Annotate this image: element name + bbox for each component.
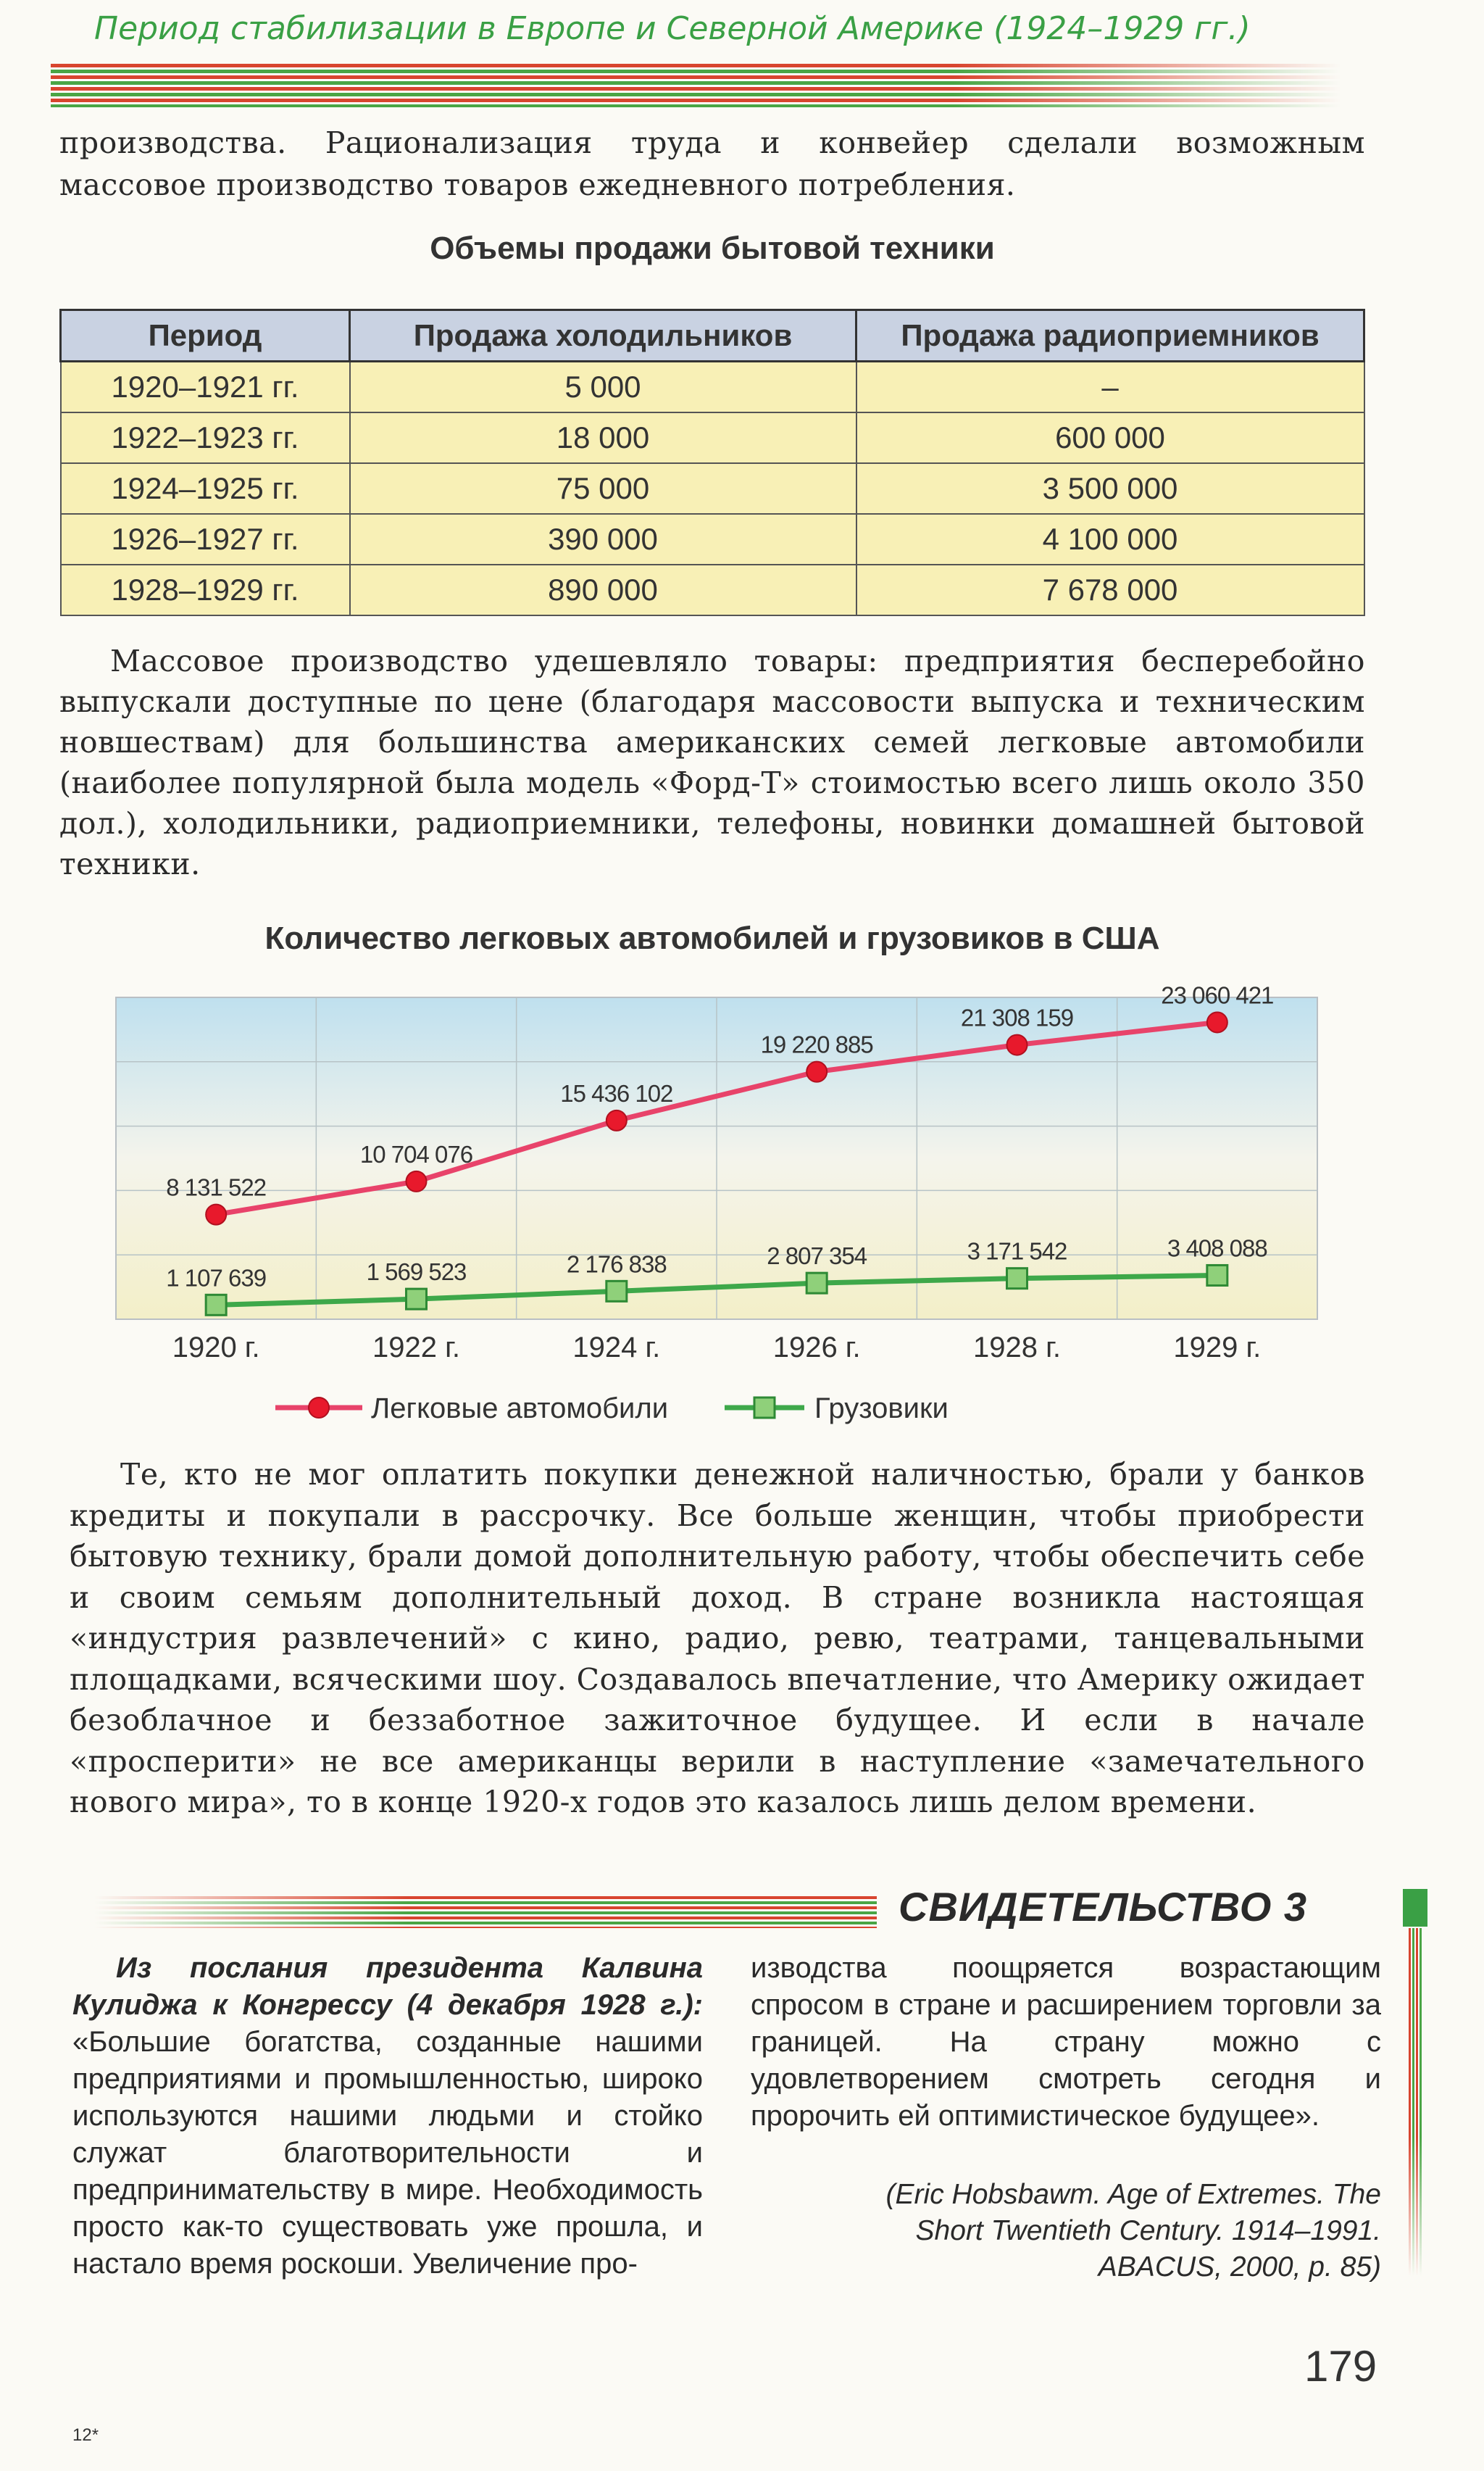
trucks-data-label: 1 107 639 — [166, 1264, 267, 1292]
paragraph-credit-and-entertainment: Те, кто не мог оплатить покупки денежной наличностью, брали у банков кредиты и покупали в рассрочку. Все больше женщин, чтобы приобрести бытовую технику, брали домой дополнительную работу, чтобы обеспечить себе и своим семьям дополнительный доход. В стране возникла настоящая «индустрия развлечений» с кино, радио, ревю, театрами, танцевальными площадками, всяческими шоу. Создавалось впечатление, что Америку ожидает безоблачное и беззаботное зажиточное будущее. И если в начале «просперити» не все американцы верили в наступление «замечательного нового мира», то в конце 1920-х годов это казалось лишь делом времени. — [70, 1457, 1365, 1819]
trucks-point — [1207, 1265, 1227, 1285]
table-cell-fridges: 75 000 — [350, 463, 856, 514]
cars-data-label: 19 220 885 — [760, 1031, 873, 1058]
printer-signature-mark: 12* — [72, 2425, 99, 2445]
x-axis-ticks — [172, 1332, 1262, 1363]
evidence-quote-part-2: изводства поощряется возрастающим спросом в стране и расширением торговли за границей. На страну можно с удовлетворением смотреть сегодня и пророчить ей оптимистическое будущее». — [751, 1952, 1381, 2132]
trucks-point — [806, 1273, 827, 1293]
chart-legend — [275, 1392, 949, 1424]
trucks-point — [606, 1281, 627, 1301]
table-row — [61, 565, 1364, 615]
x-tick-label: 1929 г. — [1173, 1332, 1262, 1363]
legend-trucks-marker — [754, 1398, 775, 1418]
header-decorative-stripes — [51, 64, 1341, 107]
evidence-column-right — [751, 1950, 1381, 2135]
table-cell-period: 1924–1925 гг. — [61, 463, 350, 514]
column-header-fridges: Продажа холодильников — [350, 310, 856, 362]
vehicles-line-chart — [0, 986, 1484, 1435]
table-cell-fridges: 390 000 — [350, 514, 856, 565]
table-cell-radios: – — [856, 362, 1364, 413]
cars-point — [206, 1205, 226, 1225]
table-row — [61, 514, 1364, 565]
table-cell-radios: 4 100 000 — [856, 514, 1364, 565]
trucks-data-label: 2 176 838 — [566, 1250, 667, 1278]
table-cell-period: 1926–1927 гг. — [61, 514, 350, 565]
page-number: 179 — [1304, 2342, 1377, 2391]
table-cell-fridges: 890 000 — [350, 565, 856, 615]
cars-data-label: 8 131 522 — [166, 1174, 267, 1201]
cars-point — [1007, 1035, 1027, 1055]
intro-line-1: производства. Рационализация труда и конвейер сделали возможным — [59, 125, 1365, 160]
legend-cars-marker — [309, 1398, 329, 1418]
table-title: Объемы продажи бытовой техники — [430, 231, 995, 266]
evidence-side-marker — [1403, 1889, 1427, 1927]
evidence-side-stripes — [1409, 1928, 1422, 2276]
trucks-data-label: 3 408 088 — [1167, 1234, 1267, 1262]
table-cell-fridges: 18 000 — [350, 412, 856, 463]
cars-data-label: 15 436 102 — [560, 1079, 673, 1107]
table-cell-period: 1920–1921 гг. — [61, 362, 350, 413]
cars-point — [806, 1062, 827, 1082]
evidence-source-line-2: Short Twentieth Century. 1914–1991. — [915, 2215, 1381, 2246]
table-row — [61, 463, 1364, 514]
x-tick-label: 1922 г. — [372, 1332, 460, 1363]
table-cell-period: 1922–1923 гг. — [61, 412, 350, 463]
x-tick-label: 1920 г. — [172, 1332, 260, 1363]
evidence-heading: СВИДЕТЕЛЬСТВО 3 — [899, 1884, 1308, 1930]
cars-point — [606, 1110, 627, 1131]
evidence-column-left — [72, 1950, 703, 2283]
table-cell-radios: 600 000 — [856, 412, 1364, 463]
evidence-quote-part-1: «Большие богатства, созданные нашими предприятиями и промышленностью, широко используются нашими людьми и стойко служат благотворительности и предпринимательству в мире. Необходимость просто как-то существовать уже прошла, и настало время роскоши. Увеличение про- — [72, 2026, 703, 2280]
evidence-decorative-stripes — [94, 1896, 877, 1928]
table-row — [61, 362, 1364, 413]
cars-data-label: 10 704 076 — [359, 1140, 473, 1168]
table-cell-radios: 3 500 000 — [856, 463, 1364, 514]
running-header: Период стабилизации в Европе и Северной Америке (1924–1929 гг.) — [94, 10, 1251, 47]
trucks-data-label: 1 569 523 — [366, 1258, 467, 1286]
trucks-data-label: 2 807 354 — [767, 1242, 867, 1270]
sales-table — [59, 309, 1365, 616]
legend-trucks-label: Грузовики — [814, 1392, 949, 1424]
intro-line-2: массовое производство товаров ежедневного потребления. — [59, 167, 1016, 202]
table-header-row — [61, 310, 1364, 362]
x-tick-label: 1926 г. — [772, 1332, 861, 1363]
cars-data-label: 23 060 421 — [1161, 986, 1274, 1009]
table-row — [61, 412, 1364, 463]
evidence-lead — [72, 1950, 703, 2283]
trucks-point — [1007, 1268, 1027, 1289]
evidence-source-line-1: (Eric Hobsbawm. Age of Extremes. The — [885, 2179, 1381, 2210]
trucks-data-label: 3 171 542 — [967, 1237, 1067, 1265]
column-header-radios: Продажа радиоприемников — [856, 310, 1364, 362]
cars-point — [407, 1171, 427, 1192]
paragraph-mass-production: Массовое производство удешевляло товары: предприятия бесперебойно выпускали доступные по цене (благодаря массовости выпуска и техническим новшествам) для большинства американских семей легковые автомобили (наиболее популярной была модель «Форд-Т» стоимостью всего лишь около 350 дол.), холодильники, радиоприемники, телефоны, новинки домашней бытовой техники. — [59, 644, 1365, 881]
chart-title: Количество легковых автомобилей и грузовиков в США — [264, 921, 1160, 956]
trucks-point — [206, 1295, 226, 1315]
evidence-lead-text: Из послания президента Калвина Кулиджа к Конгрессу (4 декабря 1928 г.): — [72, 1952, 703, 2021]
table-cell-fridges: 5 000 — [350, 362, 856, 413]
table-cell-radios: 7 678 000 — [856, 565, 1364, 615]
legend-cars-label: Легковые автомобили — [371, 1392, 669, 1424]
column-header-period: Период — [61, 310, 350, 362]
table-cell-period: 1928–1929 гг. — [61, 565, 350, 615]
cars-point — [1207, 1012, 1227, 1032]
evidence-source-line-3: ABACUS, 2000, p. 85) — [1098, 2251, 1381, 2283]
cars-data-label: 21 308 159 — [960, 1004, 1074, 1031]
trucks-point — [407, 1289, 427, 1309]
x-tick-label: 1928 г. — [973, 1332, 1061, 1363]
x-tick-label: 1924 г. — [572, 1332, 661, 1363]
